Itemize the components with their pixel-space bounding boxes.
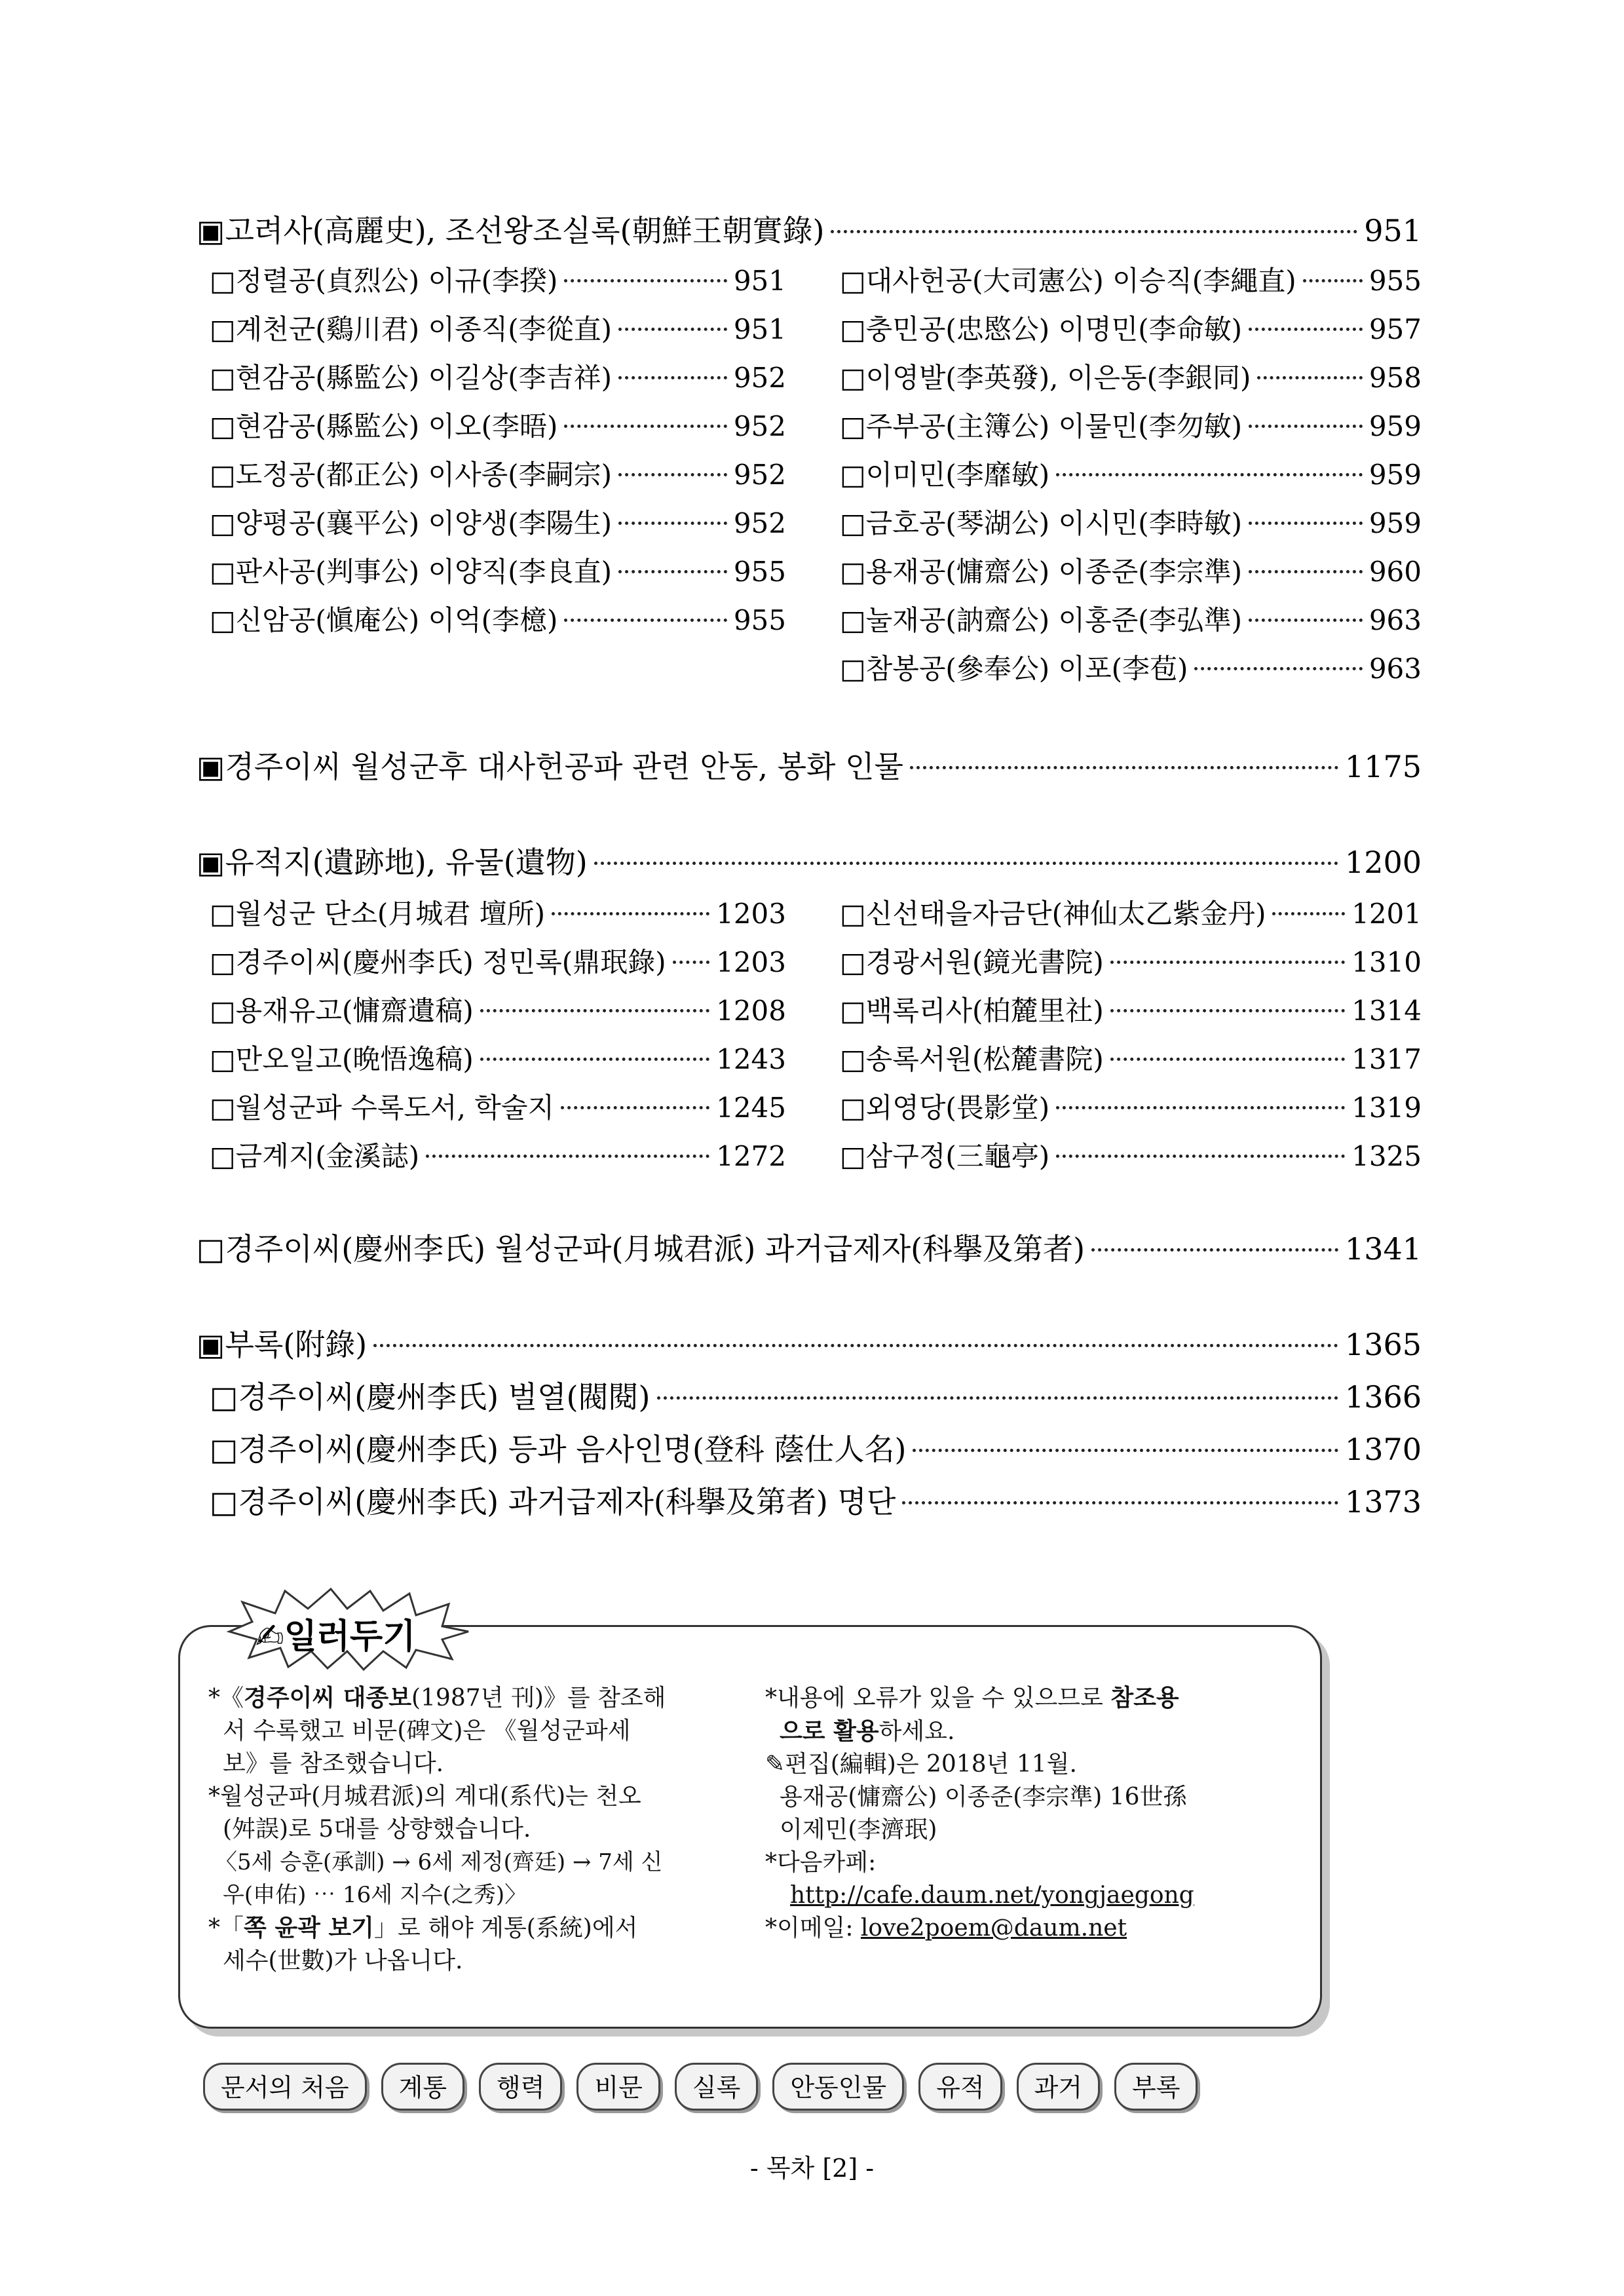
edit-icon: ✎: [765, 1751, 785, 1778]
email-link[interactable]: love2poem@daum.net: [860, 1915, 1127, 1942]
toc-entry[interactable]: □현감공(縣監公) 이오(李晤) 952: [210, 410, 786, 442]
toc-entry[interactable]: □이영발(李英發), 이은동(李銀同) 958: [840, 362, 1422, 394]
toc-entry[interactable]: □금계지(金溪誌) 1272: [210, 1140, 786, 1172]
toc-entry[interactable]: □신암공(愼庵公) 이억(李檍) 955: [210, 604, 786, 636]
nav-button-epitaph[interactable]: 비문: [576, 2063, 660, 2111]
nav-button-appendix[interactable]: 부록: [1114, 2063, 1198, 2111]
toc-entry[interactable]: □주부공(主簿公) 이물민(李勿敏) 959: [840, 410, 1422, 442]
notes-heading: ✍일러두기: [255, 1617, 416, 1656]
toc-section-appendix[interactable]: ▣부록(附錄) 1365: [197, 1327, 1422, 1362]
nav-button-annals[interactable]: 실록: [675, 2063, 758, 2111]
toc-entry[interactable]: □송록서원(松麓書院) 1317: [840, 1043, 1422, 1075]
toc-entry[interactable]: □경광서원(鏡光書院) 1310: [840, 946, 1422, 978]
toc-entry[interactable]: □계천군(鷄川君) 이종직(李從直) 951: [210, 313, 786, 345]
nav-button-exam[interactable]: 과거: [1017, 2063, 1100, 2111]
toc-entry[interactable]: □경주이씨(慶州李氏) 등과 음사인명(登科 蔭仕人名) 1370: [210, 1432, 1422, 1467]
cafe-link[interactable]: http://cafe.daum.net/yongjaegong: [790, 1882, 1194, 1909]
toc-entry[interactable]: □외영당(畏影堂) 1319: [840, 1092, 1422, 1124]
nav-buttons: [203, 2063, 1198, 2111]
nav-button-relics[interactable]: 유적: [918, 2063, 1002, 2111]
toc-entry[interactable]: □신선태을자금단(神仙太乙紫金丹) 1201: [840, 898, 1422, 930]
toc-entry[interactable]: □충민공(忠愍公) 이명민(李命敏) 957: [840, 313, 1422, 345]
toc-entry[interactable]: □용재공(慵齋公) 이종준(李宗準) 960: [840, 556, 1422, 588]
notes-right-column: *내용에 오류가 있을 수 있으므로 참조용 으로 활용하세요. ✎편집(編輯)은 2018년 11월. 용재공(慵齋公) 이종준(李宗準) 16世孫 이제민(李濟珉) *다음카페: http://cafe.daum.net/yongjaegong *이메일: love2poem@daum.net: [765, 1681, 1302, 1945]
toc-entry[interactable]: □참봉공(參奉公) 이포(李苞) 963: [840, 653, 1422, 685]
toc-section-annals[interactable]: ▣고려사(高麗史), 조선왕조실록(朝鮮王朝實錄) 951: [197, 213, 1422, 248]
toc-entry[interactable]: □용재유고(慵齋遺稿) 1208: [210, 995, 786, 1027]
notes-left-column: *《경주이씨 대종보(1987년 刊)》를 참조해 서 수록했고 비문(碑文)은 《월성군파세 보》를 참조했습니다. *월성군파(月城君派)의 계대(系代)는 천오 (舛誤)로 5대를 상향했습니다. 〈5세 승훈(承訓) → 6세 제정(齊廷) → 7세 신 우(申佑) ⋯ 16세 지수(之秀)〉 *「쪽 윤곽 보기」로 해야 계통(系統)에서 세수(世數)가 나옵니다.: [208, 1684, 666, 1974]
toc-entry[interactable]: □양평공(襄平公) 이양생(李陽生) 952: [210, 507, 786, 539]
toc-entry[interactable]: □눌재공(訥齋公) 이홍준(李弘準) 963: [840, 604, 1422, 636]
pen-icon: ✍: [255, 1617, 284, 1656]
nav-button-start[interactable]: 문서의 처음: [203, 2063, 367, 2111]
nav-button-deeds[interactable]: 행력: [479, 2063, 562, 2111]
toc-entry[interactable]: □월성군파 수록도서, 학술지 1245: [210, 1092, 786, 1124]
toc-entry[interactable]: □금호공(琴湖公) 이시민(李時敏) 959: [840, 507, 1422, 539]
toc-entry[interactable]: □도정공(都正公) 이사종(李嗣宗) 952: [210, 459, 786, 491]
toc-section-relics[interactable]: ▣유적지(遺跡地), 유물(遺物) 1200: [197, 845, 1422, 880]
toc-entry[interactable]: □경주이씨(慶州李氏) 벌열(閥閱) 1366: [210, 1379, 1422, 1415]
page-footer: - 목차 [2] -: [749, 2154, 875, 2183]
toc-entry[interactable]: □현감공(縣監公) 이길상(李吉祥) 952: [210, 362, 786, 394]
nav-button-lineage[interactable]: 계통: [381, 2063, 464, 2111]
toc-entry[interactable]: □삼구정(三龜亭) 1325: [840, 1140, 1422, 1172]
toc-entry[interactable]: □백록리사(柏麓里社) 1314: [840, 995, 1422, 1027]
toc-entry[interactable]: □대사헌공(大司憲公) 이승직(李繩直) 955: [840, 265, 1422, 297]
toc-section-andong-people[interactable]: ▣경주이씨 월성군후 대사헌공파 관련 안동, 봉화 인물 1175: [197, 749, 1422, 784]
toc-entry[interactable]: □만오일고(晩悟逸稿) 1243: [210, 1043, 786, 1075]
toc-entry[interactable]: □정렬공(貞烈公) 이규(李揆) 951: [210, 265, 786, 297]
toc-entry[interactable]: □월성군 단소(月城君 壇所) 1203: [210, 898, 786, 930]
toc-entry[interactable]: □경주이씨(慶州李氏) 정민록(鼎珉錄) 1203: [210, 946, 786, 978]
toc-entry[interactable]: □이미민(李靡敏) 959: [840, 459, 1422, 491]
toc-entry[interactable]: □경주이씨(慶州李氏) 과거급제자(科擧及第者) 명단 1373: [210, 1484, 1422, 1520]
toc-entry[interactable]: □판사공(判事公) 이양직(李良直) 955: [210, 556, 786, 588]
toc-section-exam-passers[interactable]: □경주이씨(慶州李氏) 월성군파(月城君派) 과거급제자(科擧及第者) 1341: [197, 1231, 1422, 1267]
nav-button-andong[interactable]: 안동인물: [772, 2063, 904, 2111]
